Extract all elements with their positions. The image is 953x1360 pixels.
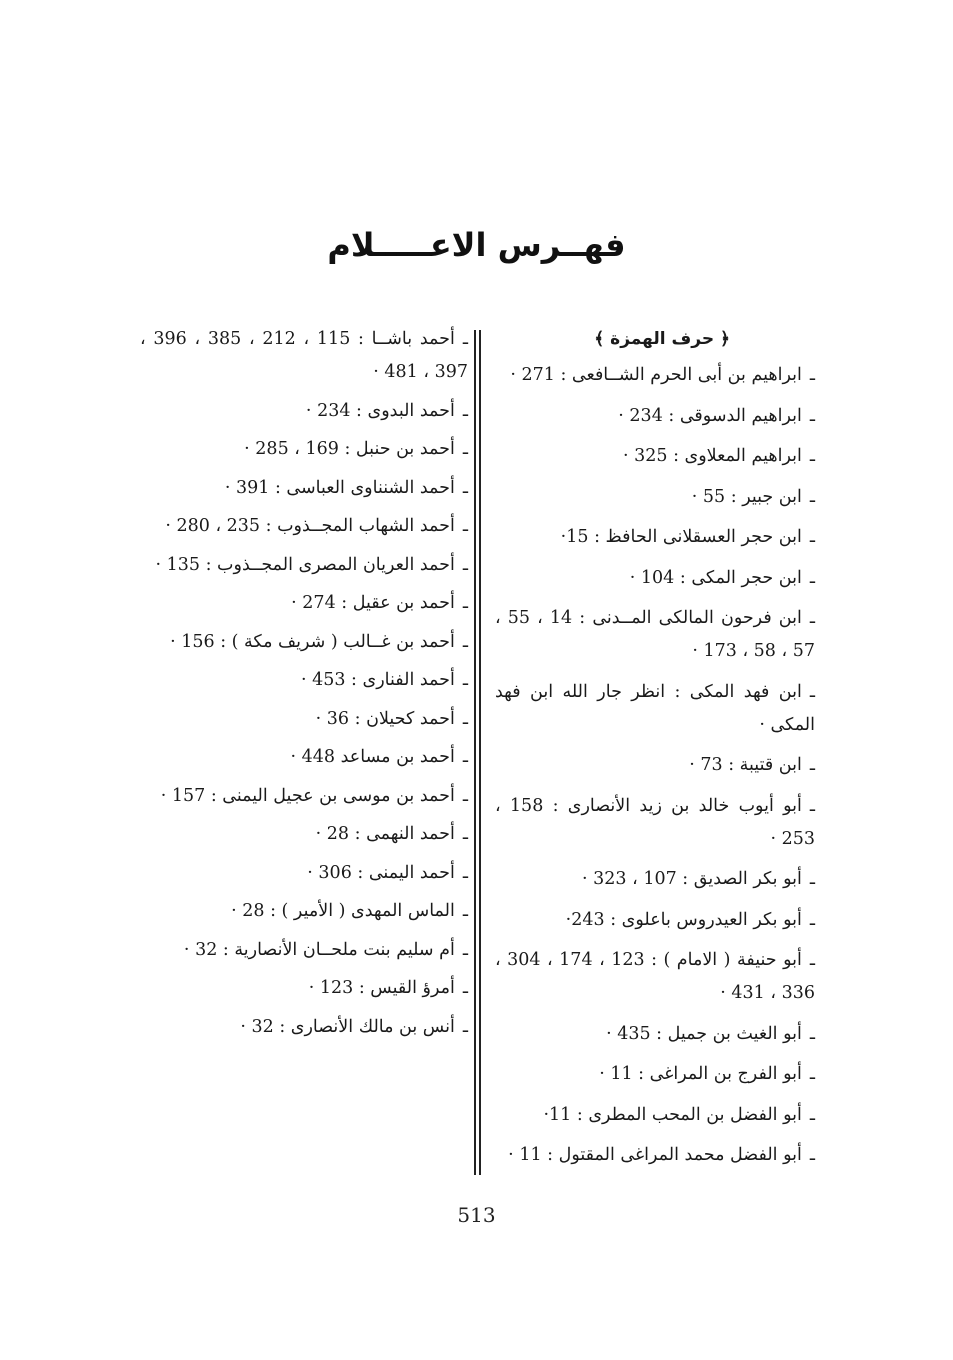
page-title: فهــرس الاعـــــلام <box>327 226 626 264</box>
section-heading: ﴿ حرف الهمزة ﴾ <box>594 329 730 349</box>
index-entry: ـابراهيم بن أبى الحرم الشــافعى : 271 · <box>510 365 815 385</box>
index-entry: ـأحمد باشــا : 115 ، 212 ، 385 ، 396 ، 397 ، 481 · <box>140 329 468 382</box>
index-entry: ـابن حجر المكى : 104 · <box>629 567 815 588</box>
index-entry: ـأنس بن مالك الأنصارى : 32 · <box>240 1016 468 1037</box>
index-entry: ـأحمد النهمى : 28 · <box>315 824 468 844</box>
index-entry: ـأحمد الشنناوى العباسى : 391 · <box>224 477 468 498</box>
index-entry: ـأحمد بن موسى بن عجيل اليمنى : 157 · <box>160 785 468 806</box>
left-index-column <box>140 323 468 1049</box>
index-entry: ـأحمد بن عقيل : 274 · <box>291 593 468 613</box>
index-entry: ـابن قتيبة : 73 · <box>689 755 815 775</box>
index-entry: ـابن فهد المكى : انظر جار الله ابن فهد المكى · <box>495 681 815 735</box>
index-entry: ـأم سليم بنت ملحــان الأنصارية : 32 · <box>183 939 468 960</box>
index-entry: ـأبو الفضل بن المحب المطرى : 11· <box>543 1104 815 1125</box>
index-entry: ـأبو بكر الصديق : 107 ، 323 · <box>581 869 815 889</box>
index-entry: ـابراهيم المعلاوى : 325 · <box>622 446 815 466</box>
right-index-column <box>495 323 815 1180</box>
column-divider <box>474 330 476 1175</box>
index-entry: ـأبو الغيث بن جميل : 435 · <box>606 1023 815 1044</box>
index-entry: ـأبو أيوب خالد بن زيد الأنصارى : 158 ، 253 · <box>495 795 815 849</box>
index-entry: ـأحمد كحيلان : 36 · <box>315 708 468 729</box>
index-entry: ـابن فرحون المالكى المــدنى : 14 ، 55 ، 57 ، 58 ، 173 · <box>495 608 815 661</box>
index-entry: ـأبو حنيفة ( الامام ) : 123 ، 174 ، 304 ، 336 ، 431 · <box>495 950 815 1003</box>
index-entry: ـأحمد الفنارى : 453 · <box>300 670 468 690</box>
column-divider <box>479 330 481 1175</box>
index-entry: ـأحمد البدوى : 234 · <box>305 400 468 421</box>
index-entry: ـأحمد بن غــالب ( شريف مكة ) : 156 · <box>170 631 468 652</box>
index-entry: ـابراهيم الدسوقى : 234 · <box>618 405 815 426</box>
index-entry: ـأمرؤ القيس : 123 · <box>308 978 468 998</box>
index-entry: ـأبو بكر العيدروس باعلوى : 243· <box>565 909 815 930</box>
index-entry: ـأحمد الشهاب المجــذوب : 235 ، 280 · <box>165 516 468 536</box>
index-entry: ـأحمد بن مساعد 448 · <box>290 747 468 767</box>
index-entry: ـأحمد اليمنى : 306 · <box>307 862 468 883</box>
index-entry: ـأحمد بن حنبل : 169 ، 285 · <box>244 439 468 459</box>
page-number: 513 <box>457 1203 496 1227</box>
index-entry: ـأبو الفرج بن المراغى : 11 · <box>599 1064 815 1084</box>
index-entry: ـالماس المهدى ( الأمير ) : 28 · <box>231 901 468 921</box>
index-entry: ـأبو الفضل محمد المراغى المقتول : 11 · <box>508 1145 815 1165</box>
index-entry: ـابن حجر العسقلانى الحافظ : 15· <box>560 527 815 547</box>
index-entry: ـأحمد العريان المصرى المجــذوب : 135 · <box>155 554 468 575</box>
index-entry: ـابن جبير : 55 · <box>691 486 815 507</box>
